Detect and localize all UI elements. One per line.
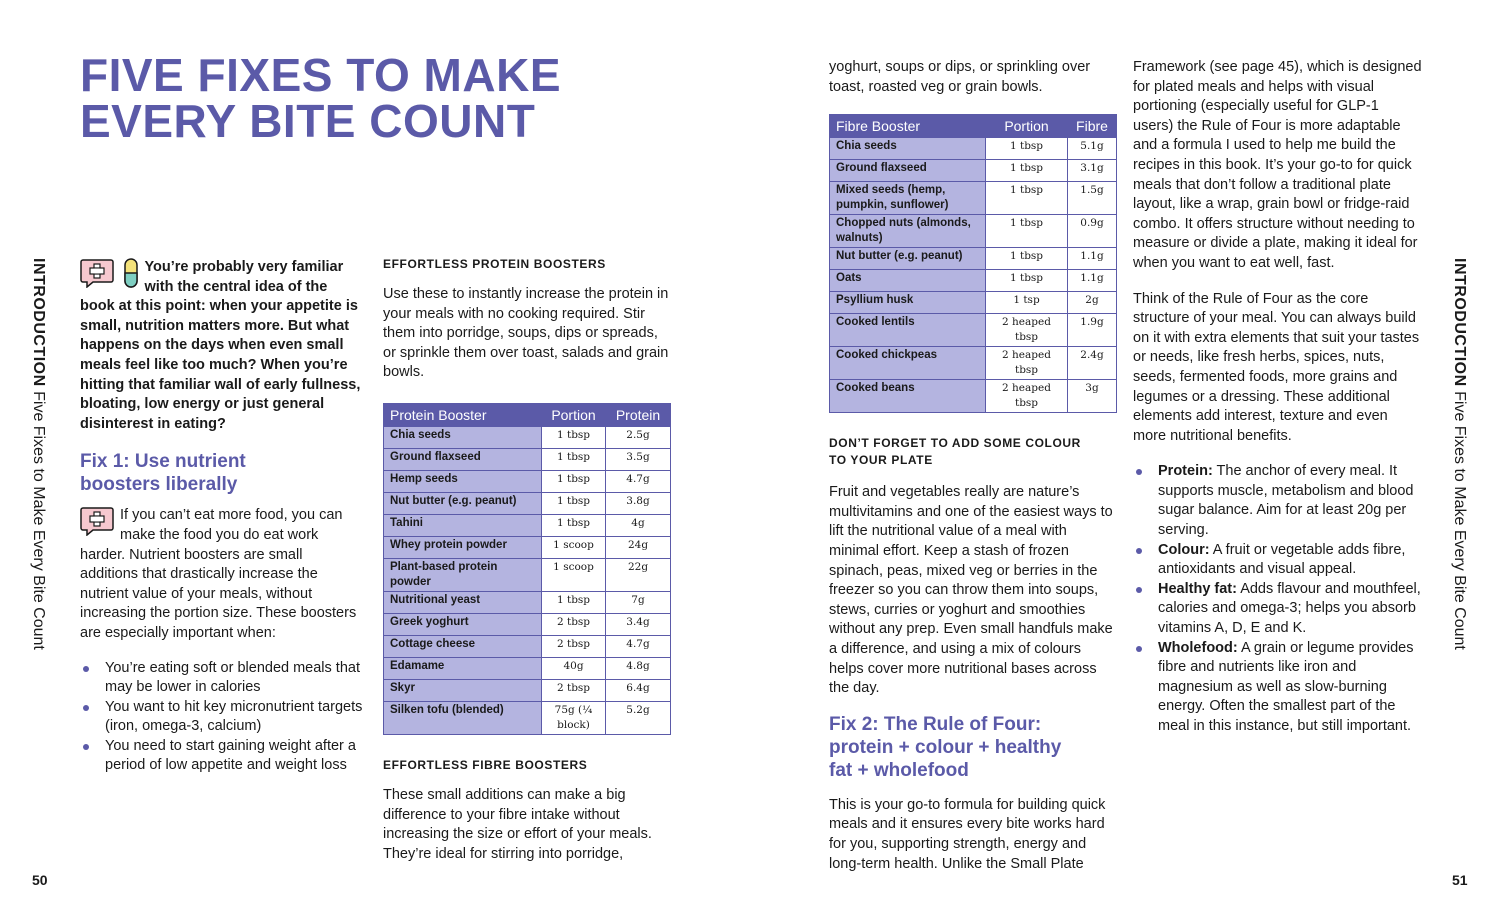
fix-2-body: This is your go-to formula for building quick meals and it ensures every bite works hard for you, supporting strength, energy and long-term health. Unlike the Small Plate [829,796,1106,872]
table-row [830,380,1117,413]
table-row [384,635,671,657]
portion-cell: 1 tbsp [542,514,606,536]
booster-name-cell: Chopped nuts (almonds, walnuts) [830,215,986,248]
running-head-section: INTRODUCTION [1451,258,1468,387]
heading-line: fat + wholefood [829,759,969,781]
bullet-term: Colour: [1158,541,1210,558]
table-row [830,292,1117,314]
column-4 [1133,58,1423,737]
table-row [384,470,671,492]
portion-cell: 75g (¼ block) [542,701,606,734]
booster-name-cell: Cottage cheese [384,635,542,657]
bullet-dot [1136,469,1142,475]
fibre-booster-table [829,114,1117,413]
booster-name-cell: Nut butter (e.g. peanut) [384,492,542,514]
booster-name-cell: Chia seeds [384,426,542,448]
fix-1-bullet-list [80,659,364,777]
list-item [1133,580,1423,639]
portion-cell: 2 heaped tbsp [986,314,1068,347]
portion-cell: 2 tbsp [542,679,606,701]
page-number-left: 50 [32,872,48,888]
table-row [830,248,1117,270]
page-title [80,49,640,147]
colour-label [829,435,1115,469]
portion-cell: 1 tbsp [542,492,606,514]
amount-cell: 4.8g [606,657,671,679]
amount-cell: 3.8g [606,492,671,514]
pill-icon [124,258,138,288]
list-item [80,698,364,737]
amount-cell: 1.1g [1068,270,1117,292]
amount-cell: 5.1g [1068,138,1117,160]
table-header-row [830,115,1117,138]
table-row [830,347,1117,380]
booster-name-cell: Hemp seeds [384,470,542,492]
column-header: Protein Booster [384,403,542,426]
bullet-term: Protein: [1158,463,1213,480]
amount-cell: 1.1g [1068,248,1117,270]
running-head-chapter: Five Fixes to Make Every Bite Count [30,391,47,650]
list-item-text: You want to hit key micronutrient targets (iron, omega-3, calcium) [105,698,363,735]
amount-cell: 3.4g [606,613,671,635]
heading-line: Fix 2: The Rule of Four: [829,713,1042,735]
amount-cell: 4.7g [606,470,671,492]
bullet-text: A grain or legume provides fibre and nutrients like iron and magnesium as well as slow-burning energy. Often the smallest part of the meal in this instance, but still important. [1158,639,1414,734]
table-row [830,270,1117,292]
booster-name-cell: Cooked beans [830,380,986,413]
booster-name-cell: Edamame [384,657,542,679]
amount-cell: 3.5g [606,448,671,470]
amount-cell: 6.4g [606,679,671,701]
column-header: Portion [542,403,606,426]
running-head-section: INTRODUCTION [30,258,47,387]
table-row [384,591,671,613]
amount-cell: 1.5g [1068,182,1117,215]
portion-cell: 2 tbsp [542,613,606,635]
booster-name-cell: Ground flaxseed [384,448,542,470]
bullet-dot [83,666,89,672]
portion-cell: 2 heaped tbsp [986,347,1068,380]
table-header-row [384,403,671,426]
list-item [1133,462,1423,540]
amount-cell: 24g [606,536,671,558]
table-row [384,613,671,635]
table-row [384,679,671,701]
heading-line: boosters liberally [80,474,238,496]
booster-name-cell: Cooked lentils [830,314,986,347]
column-2 [383,256,673,864]
bullet-dot [83,705,89,711]
amount-cell: 4.7g [606,635,671,657]
list-item [1133,639,1423,737]
table-row [830,138,1117,160]
portion-cell: 1 tbsp [542,470,606,492]
portion-cell: 1 tbsp [986,160,1068,182]
bullet-term: Healthy fat: [1158,580,1237,597]
table-row [830,160,1117,182]
fix-1-heading [80,450,364,496]
bullet-dot [83,744,89,750]
table-row [384,536,671,558]
page-number-right: 51 [1452,872,1468,888]
label-line: TO YOUR PLATE [829,453,933,468]
rule-of-four-list [1133,462,1423,736]
bullet-dot [1136,646,1142,652]
table-row [830,182,1117,215]
booster-name-cell: Skyr [384,679,542,701]
bullet-dot [1136,548,1142,554]
amount-cell: 0.9g [1068,215,1117,248]
booster-name-cell: Silken tofu (blended) [384,701,542,734]
amount-cell: 7g [606,591,671,613]
booster-name-cell: Plant-based protein powder [384,558,542,591]
amount-cell: 2.4g [1068,347,1117,380]
column-header: Fibre Booster [830,115,986,138]
portion-cell: 1 tbsp [986,182,1068,215]
left-running-head [29,258,47,650]
booster-name-cell: Greek yoghurt [384,613,542,635]
intro-icons [80,258,138,294]
protein-booster-table [383,403,671,735]
fix-2-heading [829,713,1115,782]
table-row [830,215,1117,248]
amount-cell: 2.5g [606,426,671,448]
table-row [384,492,671,514]
fix-1-body: If you can’t eat more food, you can make the food you do eat work harder. Nutrient boosters are small additions that drastically increase the nutrient value of your meals, without increasing the portion size. These boosters are especially important when: [80,507,357,641]
portion-cell: 1 tbsp [542,591,606,613]
continued-text: yoghurt, soups or dips, or sprinkling over toast, roasted veg or grain bowls. [829,59,1091,95]
list-item-text: You need to start gaining weight after a period of low appetite and weight loss [105,737,356,774]
fix-1-icon [80,506,114,542]
portion-cell: 1 tbsp [542,448,606,470]
list-item [80,659,364,698]
amount-cell: 4g [606,514,671,536]
list-item-text: You’re eating soft or blended meals that may be lower in calories [105,659,360,696]
table-row [384,514,671,536]
portion-cell: 40g [542,657,606,679]
fibre-boosters-intro: These small additions can make a big difference to your fibre intake without increasing the size or effort of your meals. They’re ideal for stirring into porridge, [383,786,652,862]
column-3 [829,58,1115,874]
table-row [384,657,671,679]
colour-body: Fruit and vegetables really are nature’s multivitamins and one of the easiest ways to lift the nutritional value of a meal with minimal effort. Keep a stash of frozen spinach, peas, mixed veg or berries in the freezer so you can throw them into soups, stews, curries or yoghurt and smoothies without any prep. Even small handfuls make a difference, and using a mix of colours helps cover more nutritional bases across the day. [829,484,1113,697]
list-item [1133,541,1423,580]
booster-name-cell: Mixed seeds (hemp, pumpkin, sunflower) [830,182,986,215]
bullet-text: Adds flavour and mouthfeel, calories and omega-3; helps you absorb vitamins A, D, E and K. [1158,580,1421,637]
fibre-boosters-label: EFFORTLESS FIBRE BOOSTERS [383,757,588,772]
portion-cell: 1 tbsp [986,248,1068,270]
booster-name-cell: Oats [830,270,986,292]
portion-cell: 2 tbsp [542,635,606,657]
title-line: EVERY BITE COUNT [80,95,536,147]
label-line: DON’T FORGET TO ADD SOME COLOUR [829,436,1081,451]
table-row [830,314,1117,347]
booster-name-cell: Whey protein powder [384,536,542,558]
portion-cell: 1 tbsp [542,426,606,448]
table-row [384,448,671,470]
bullet-text: A fruit or vegetable adds fibre, antioxidants and visual appeal. [1158,541,1406,578]
table-row [384,426,671,448]
hospital-tag-icon [80,258,114,288]
table-row [384,558,671,591]
title-line: FIVE FIXES TO MAKE [80,49,561,101]
running-head-chapter: Five Fixes to Make Every Bite Count [1451,391,1468,650]
amount-cell: 5.2g [606,701,671,734]
booster-name-cell: Nut butter (e.g. peanut) [830,248,986,270]
booster-name-cell: Cooked chickpeas [830,347,986,380]
list-item [80,737,364,776]
portion-cell: 1 tbsp [986,138,1068,160]
portion-cell: 1 tsp [986,292,1068,314]
column-1 [80,258,364,776]
hospital-tag-icon [80,506,114,536]
booster-name-cell: Ground flaxseed [830,160,986,182]
table-row [384,701,671,734]
protein-boosters-label: EFFORTLESS PROTEIN BOOSTERS [383,257,606,271]
portion-cell: 1 tbsp [986,215,1068,248]
booster-name-cell: Chia seeds [830,138,986,160]
heading-line: Fix 1: Use nutrient [80,451,246,473]
portion-cell: 1 tbsp [986,270,1068,292]
booster-name-cell: Tahini [384,514,542,536]
column-header: Fibre [1068,115,1117,138]
booster-name-cell: Nutritional yeast [384,591,542,613]
rule-of-four-para-2: Think of the Rule of Four as the core structure of your meal. You can always build on it with extra elements that suit your tastes or needs, like fresh herbs, spices, nuts, seeds, fermented foods, more grains and legumes or a dressing. These additional elements add interest, texture and even more nutritional benefits. [1133,290,1420,444]
intro-paragraph: You’re probably very familiar with the central idea of the book at this point: when your appetite is small, nutrition matters more. But what happens on the days when even small meals feel like too much? When you’re hitting that familiar wall of early fullness, bloating, low energy or just general disinterest in eating? [80,259,361,432]
right-running-head [1450,258,1468,650]
bullet-term: Wholefood: [1158,639,1238,656]
booster-name-cell: Psyllium husk [830,292,986,314]
bullet-text: The anchor of every meal. It supports muscle, metabolism and blood sugar balance. Aim for at least 20g per serving. [1158,463,1414,539]
column-header: Protein [606,403,671,426]
amount-cell: 3g [1068,380,1117,413]
bullet-dot [1136,587,1142,593]
amount-cell: 22g [606,558,671,591]
portion-cell: 1 scoop [542,536,606,558]
amount-cell: 3.1g [1068,160,1117,182]
heading-line: protein + colour + healthy [829,736,1062,758]
column-header: Portion [986,115,1068,138]
protein-boosters-intro: Use these to instantly increase the protein in your meals with no cooking required. Stir them into porridge, soups, dips or spreads, or sprinkle them over toast, salads and grain bowls. [383,286,669,381]
portion-cell: 2 heaped tbsp [986,380,1068,413]
amount-cell: 1.9g [1068,314,1117,347]
rule-of-four-para-1: Framework (see page 45), which is designed for plated meals and helps with visual portioning (especially useful for GLP-1 users) the Rule of Four is more adaptable and a formula I used to help me build the recipes in this book. It’s your go-to for quick meals that don’t follow a traditional plate layout, like a wrap, grain bowl or fridge-raid combo. It offers structure without needing to measure or divide a plate, making it ideal for when you want to eat well, fast. [1133,59,1422,271]
portion-cell: 1 scoop [542,558,606,591]
amount-cell: 2g [1068,292,1117,314]
